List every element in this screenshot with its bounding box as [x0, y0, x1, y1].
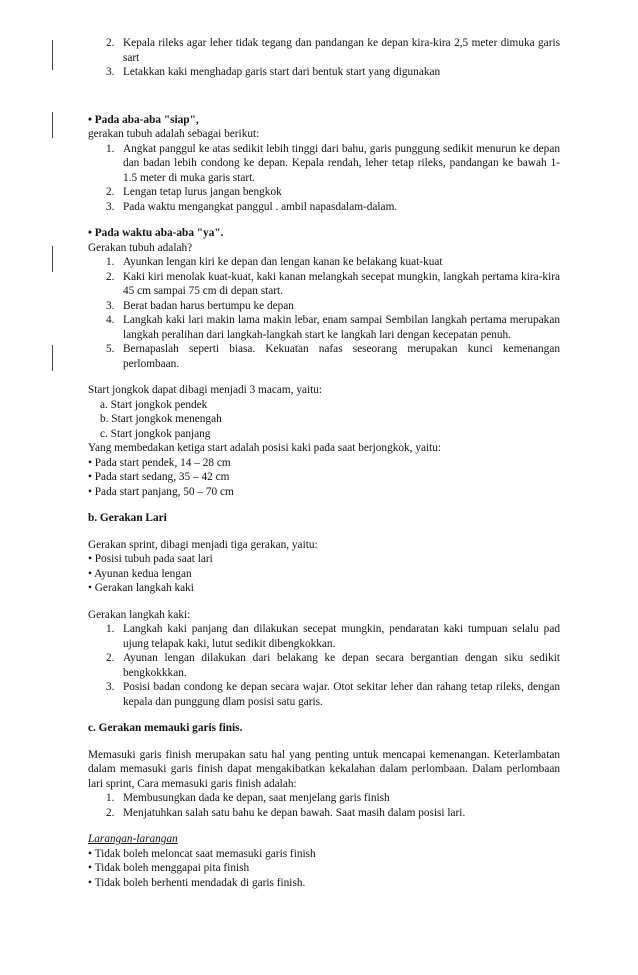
jongkok-type: b. Start jongkok menengah — [100, 413, 222, 425]
ya-intro: Gerakan tubuh adalah? — [88, 241, 193, 254]
list-item: 2. Lengan tetap lurus jangan bengkok — [106, 186, 282, 198]
document-page — [88, 36, 560, 890]
jongkok-size: • Pada start sedang, 35 – 42 cm — [88, 471, 230, 483]
siap-heading: • Pada aba-aba "siap", — [88, 113, 199, 126]
siap-list — [88, 142, 560, 215]
larangan-bullet: • Tidak boleh menggapai pita finish — [88, 862, 250, 874]
list-item: 3. Berat badan harus bertumpu ke depan — [106, 299, 294, 312]
larangan-bullet: • Tidak boleh berhenti mendadak di garis finish. — [88, 876, 306, 889]
kaki-intro: Gerakan langkah kaki: — [88, 608, 191, 621]
larangan-bullet: • Tidak boleh meloncat saat memasuki garis finish — [88, 847, 316, 860]
intro-list — [88, 36, 560, 80]
list-item: 3. Letakkan kaki menghadap garis start dari bentuk start yang digunakan — [106, 66, 441, 78]
list-item: 4. Langkah kaki lari makin lama makin lebar, enam sampai Sembilan langkah pertama merupakan langkah peralihan dari langkah-langkah start ke langkah lari dengan kecepatan penuh. — [106, 314, 560, 341]
margin-bar — [52, 40, 53, 70]
kaki-list — [88, 622, 560, 709]
list-item: 5. Bernapaslah seperti biasa. Kekuatan nafas seseorang merupakan kunci kemenangan perlombaan. — [106, 343, 560, 370]
list-item: 1. Langkah kaki panjang dan dilakukan secepat mungkin, pendaratan kaki tumpuan selalu pad ujung telapak kaki, lutut sedikit dibengkokkan. — [106, 623, 560, 650]
lari-intro: Gerakan sprint, dibagi menjadi tiga gerakan, yaitu: — [88, 538, 318, 551]
list-item: 2. Kepala rileks agar leher tidak tegang dan pandangan ke depan kira-kira 2,5 meter dimuka garis sart — [106, 37, 560, 64]
list-item: 1. Membusungkan dada ke depan, saat menjelang garis finish — [106, 792, 390, 804]
jongkok-size: • Pada start panjang, 50 – 70 cm — [88, 485, 234, 498]
jongkok-diff: Yang membedakan ketiga start adalah posisi kaki pada saat berjongkok, yaitu: — [88, 442, 442, 454]
list-item: 3. Pada waktu mengangkat panggul . ambil napasdalam-dalam. — [106, 200, 398, 213]
larangan-heading: Larangan-larangan — [88, 833, 178, 845]
list-item: 2. Kaki kiri menolak kuat-kuat, kaki kanan melangkah secepat mungkin, langkah pertama kira-kira 45 cm sampai 75 cm di depan start. — [106, 270, 560, 297]
list-item: 2. Menjatuhkan salah satu bahu ke depan bawah. Saat masih dalam posisi lari. — [106, 806, 466, 819]
list-item: 3. Posisi badan condong ke depan secara wajar. Otot sekitar leher dan rahang tetap rileks, dengan kepala dan punggung dlam posisi satu garis. — [106, 681, 560, 708]
siap-intro: gerakan tubuh adalah sebagai berikut: — [88, 128, 260, 140]
list-item: 2. Ayunan lengan dilakukan dari belakang ke depan secara bergantian dengan siku sedikit bengkokkkan. — [106, 652, 560, 679]
finis-heading: c. Gerakan memauki garis finis. — [88, 722, 243, 734]
margin-bar — [52, 112, 53, 138]
finis-paragraph: Memasuki garis finish merupakan satu hal yang penting untuk mencapai kemenangan. Keterlambatan dalam memasuki garis finish dapat mengakibatkan kekalahan dalam perlombaan. Dalam perlombaan lari sprint, Cara memasuki garis finish adalah: — [88, 748, 560, 790]
list-item: 1. Angkat panggul ke atas sedikit lebih tinggi dari bahu, garis punggung sedikit menurun ke depan dan badan lebih condong ke depan. Kepala rendah, leher tetap rileks, pandangan ke bawah 1- 1.5 meter di muka garis start. — [106, 142, 560, 184]
list-item: 1. Ayunkan lengan kiri ke depan dan lengan kanan ke belakang kuat-kuat — [106, 256, 443, 268]
finis-list — [88, 791, 560, 820]
lari-heading: b. Gerakan Lari — [88, 512, 167, 524]
jongkok-type: c. Start jongkok panjang — [100, 427, 211, 440]
lari-bullet: • Posisi tubuh pada saat lari — [88, 553, 213, 565]
jongkok-type: a. Start jongkok pendek — [100, 398, 208, 411]
lari-bullet: • Ayunan kedua lengan — [88, 567, 192, 580]
jongkok-intro: Start jongkok dapat dibagi menjadi 3 macam, yaitu: — [88, 384, 323, 396]
margin-bar — [52, 345, 53, 371]
margin-bar — [52, 246, 53, 272]
lari-bullet: • Gerakan langkah kaki — [88, 582, 194, 594]
ya-list — [88, 255, 560, 371]
jongkok-size: • Pada start pendek, 14 – 28 cm — [88, 456, 231, 469]
ya-heading: • Pada waktu aba-aba "ya". — [88, 227, 224, 239]
